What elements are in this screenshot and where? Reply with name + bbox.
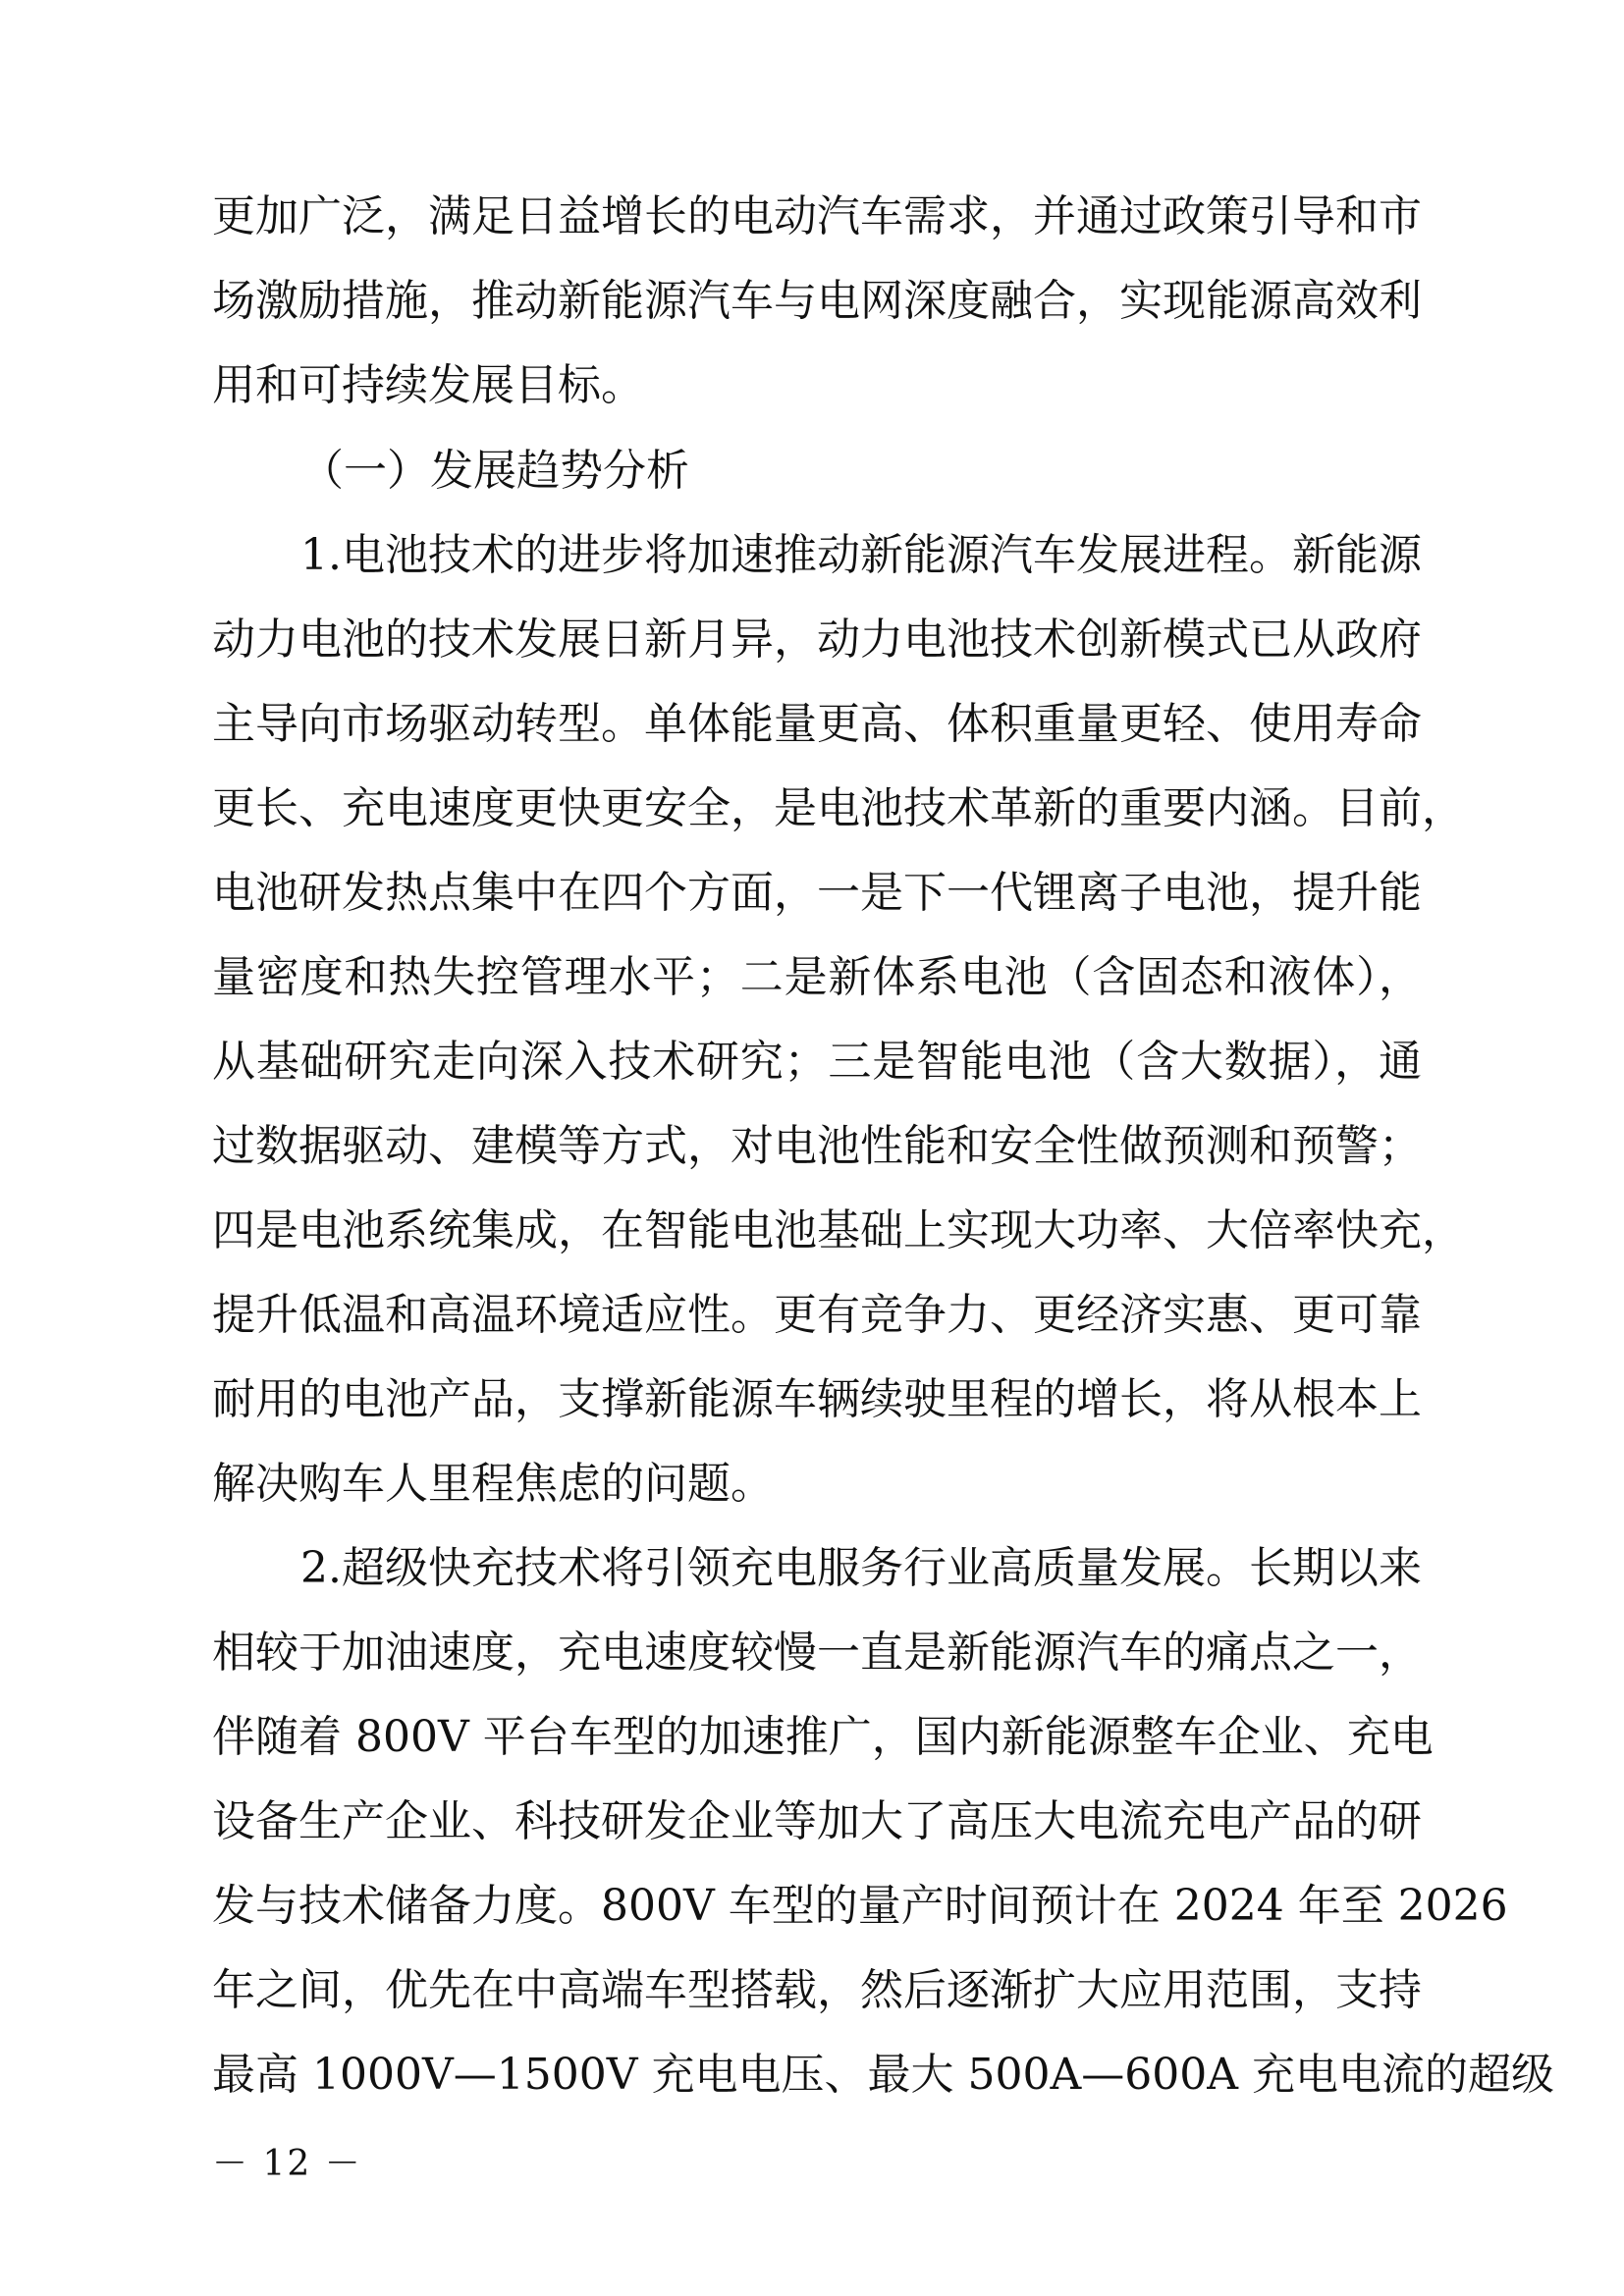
text-line: 年之间，优先在中高端车型搭载，然后逐渐扩大应用范围，支持 [212,1965,1422,2015]
text-line: 用和可持续发展目标。 [212,360,644,410]
text-line: 更长、充电速度更快更安全，是电池技术革新的重要内涵。目前， [212,783,1465,833]
text-line: 场激励措施，推动新能源汽车与电网深度融合，实现能源高效利 [212,276,1422,326]
text-line: 相较于加油速度，充电速度较慢一直是新能源汽车的痛点之一， [212,1628,1422,1678]
text-line: 动力电池的技术发展日新月异，动力电池技术创新模式已从政府 [212,614,1422,665]
text-line: 设备生产企业、科技研发企业等加大了高压大电流充电产品的研 [212,1796,1422,1846]
text-line: 主导向市场驱动转型。单体能量更高、体积重量更轻、使用寿命 [212,699,1422,749]
text-line: 耐用的电池产品，支撑新能源车辆续驶里程的增长，将从根本上 [212,1374,1422,1424]
text-line: 最高 1000V—1500V 充电电压、最大 500A—600A 充电电流的超级 [212,2050,1554,2100]
paragraph-lead-line: 2.超级快充技术将引领充电服务行业高质量发展。长期以来 [300,1543,1422,1593]
text-line: 发与技术储备力度。800V 车型的量产时间预计在 2024 年至 2026 [212,1881,1508,1931]
text-line: 解决购车人里程焦虑的问题。 [212,1459,774,1509]
text-line: 电池研发热点集中在四个方面，一是下一代锂离子电池，提升能 [212,868,1422,918]
text-line: 四是电池系统集成，在智能电池基础上实现大功率、大倍率快充， [212,1205,1465,1255]
paragraph-lead-line: 1.电池技术的进步将加速推动新能源汽车发展进程。新能源 [300,530,1422,580]
text-line: 量密度和热失控管理水平；二是新体系电池（含固态和液体）， [212,952,1422,1002]
text-line: 过数据驱动、建模等方式，对电池性能和安全性做预测和预警； [212,1121,1422,1171]
text-line: 更加广泛，满足日益增长的电动汽车需求，并通过政策引导和市 [212,191,1422,241]
page-number: － 12 － [212,2144,362,2184]
text-line: 提升低温和高温环境适应性。更有竞争力、更经济实惠、更可靠 [212,1290,1422,1340]
text-line: 伴随着 800V 平台车型的加速推广，国内新能源整车企业、充电 [212,1712,1434,1762]
section-heading: （一）发展趋势分析 [300,446,689,496]
text-line: 从基础研究走向深入技术研究；三是智能电池（含大数据），通 [212,1037,1422,1087]
